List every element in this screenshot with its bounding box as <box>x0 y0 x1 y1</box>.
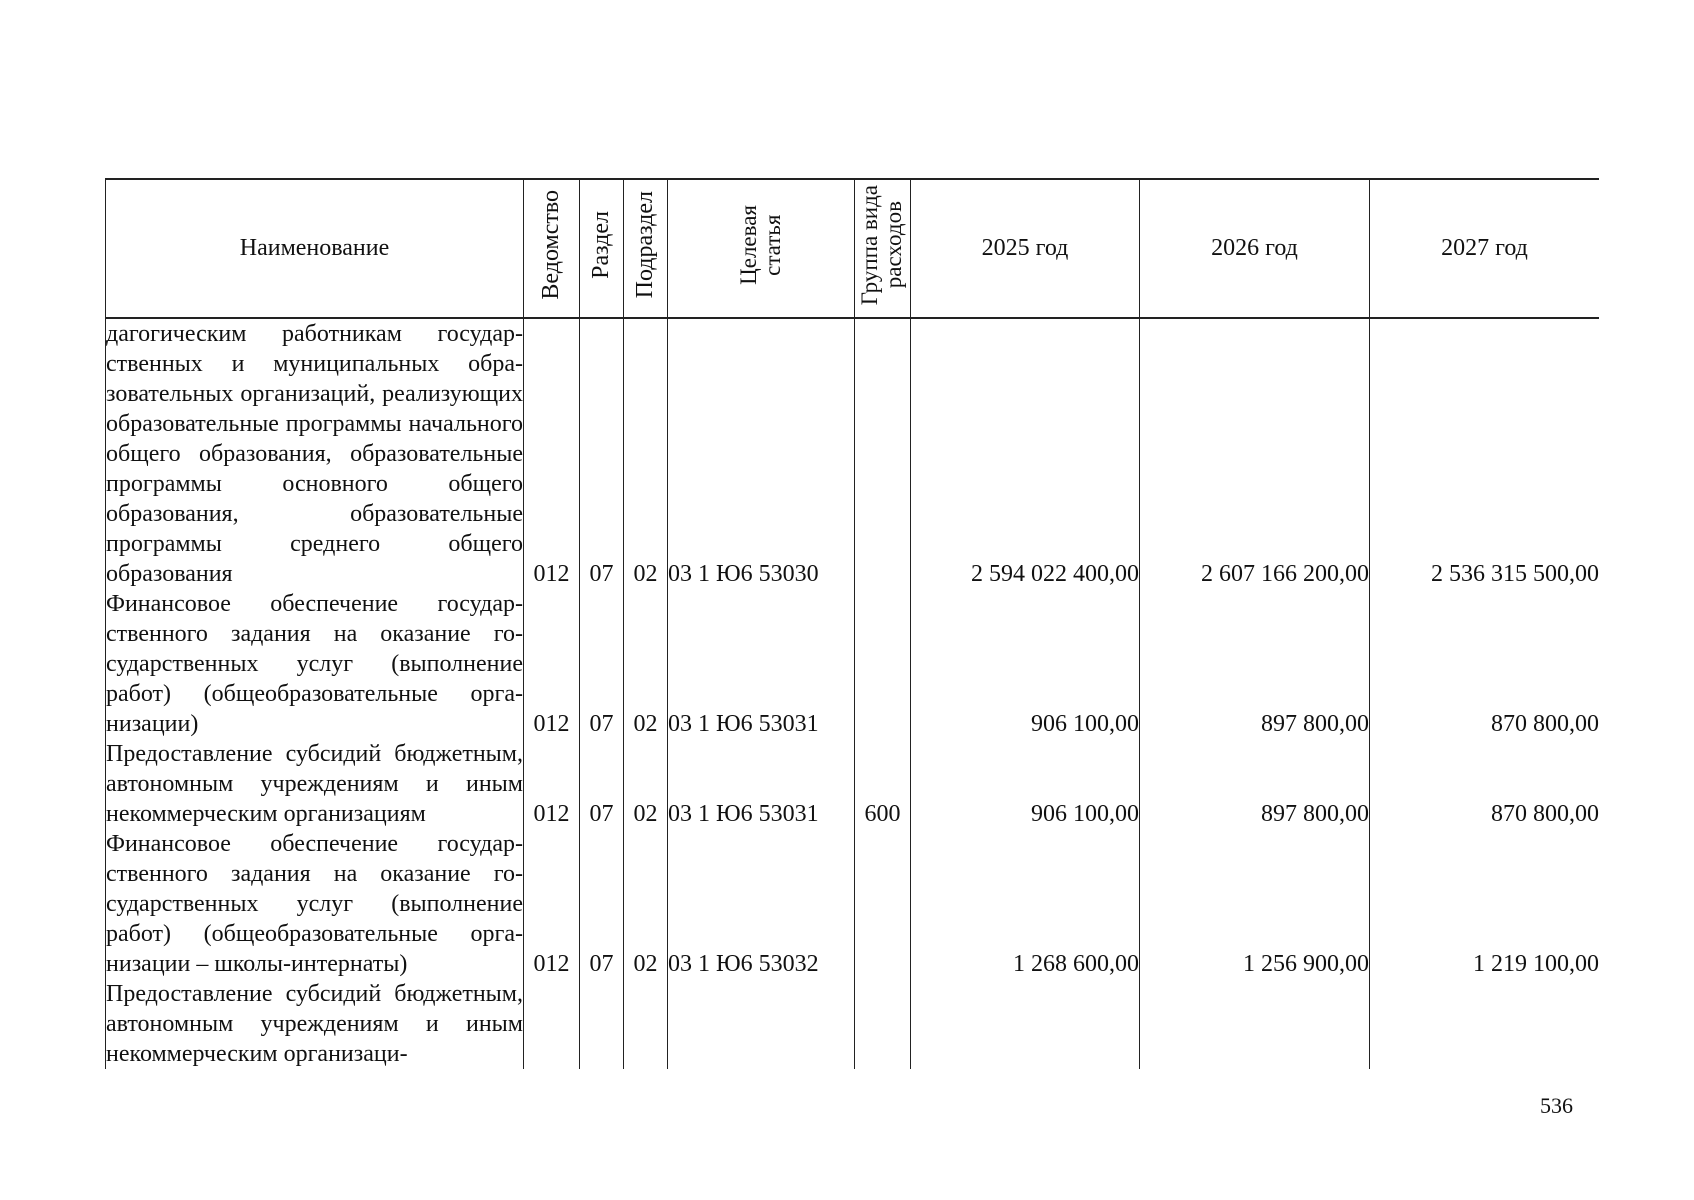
row-section: 07 <box>580 739 624 829</box>
header-target-item <box>668 179 855 318</box>
row-section <box>580 979 624 1069</box>
row-amount-2026: 897 800,00 <box>1140 739 1370 829</box>
row-amount-2027 <box>1370 979 1600 1069</box>
row-amount-2025: 2 594 022 400,00 <box>911 318 1140 589</box>
row-expense-group <box>855 829 911 979</box>
row-amount-2025: 1 268 600,00 <box>911 829 1140 979</box>
row-section: 07 <box>580 589 624 739</box>
header-subsection: Подраздел <box>624 179 668 318</box>
budget-table <box>105 178 1599 1069</box>
row-section: 07 <box>580 318 624 589</box>
row-name: Финансовое обеспечение государственного задания на оказание государственных услуг (выполнение работ) (общеобразовательные организации – школы-интернаты) <box>106 831 523 977</box>
row-amount-2026: 897 800,00 <box>1140 589 1370 739</box>
row-target-item: 03 1 Ю6 53031 <box>668 739 855 829</box>
page-number: 536 <box>1540 1093 1573 1118</box>
row-amount-2027: 2 536 315 500,00 <box>1370 318 1600 589</box>
row-expense-group: 600 <box>855 739 911 829</box>
header-year-2025: 2025 год <box>911 179 1140 318</box>
row-expense-group <box>855 589 911 739</box>
row-expense-group <box>855 979 911 1069</box>
row-target-item: 03 1 Ю6 53031 <box>668 589 855 739</box>
row-amount-2025: 906 100,00 <box>911 739 1140 829</box>
table-body <box>106 318 1600 1069</box>
row-subsection: 02 <box>624 829 668 979</box>
header-section: Раздел <box>580 179 624 318</box>
row-amount-2026: 1 256 900,00 <box>1140 829 1370 979</box>
row-amount-2026: 2 607 166 200,00 <box>1140 318 1370 589</box>
header-year-2026: 2026 год <box>1140 179 1370 318</box>
row-amount-2026 <box>1140 979 1370 1069</box>
row-name: дагогическим работникам государственных и муниципальных образовательных организаций, реализующих образовательные программы начального общего образования, образовательные программы основного общего образования, образовательные программы среднего общего образования <box>106 318 524 589</box>
row-department <box>524 979 580 1069</box>
row-subsection: 02 <box>624 589 668 739</box>
table-header <box>106 179 1600 318</box>
row-expense-group <box>855 318 911 589</box>
row-name: Предоставление субсидий бюджетным, автономным учреждениям и иным некоммерческим организаци- <box>106 981 523 1067</box>
row-amount-2027: 870 800,00 <box>1370 739 1600 829</box>
table-row <box>106 589 1600 739</box>
row-name: Предоставление субсидий бюджетным, автономным учреждениям и иным некоммерческим организациям <box>106 741 523 827</box>
header-row <box>106 179 1600 318</box>
row-amount-2027: 870 800,00 <box>1370 589 1600 739</box>
row-subsection: 02 <box>624 318 668 589</box>
row-target-item: 03 1 Ю6 53032 <box>668 829 855 979</box>
row-name: Финансовое обеспечение государственного задания на оказание государственных услуг (выполнение работ) (общеобразовательные организации) <box>106 591 523 737</box>
table-row <box>106 739 1600 829</box>
row-subsection <box>624 979 668 1069</box>
row-department: 012 <box>524 829 580 979</box>
row-amount-2025 <box>911 979 1140 1069</box>
header-target-item-text: Целевая статья <box>735 205 785 285</box>
row-department: 012 <box>524 739 580 829</box>
header-department: Ведомство <box>524 179 580 318</box>
row-amount-2025: 906 100,00 <box>911 589 1140 739</box>
table-row <box>106 318 1600 589</box>
table-row <box>106 979 1600 1069</box>
row-department: 012 <box>524 589 580 739</box>
row-target-item: 03 1 Ю6 53030 <box>668 318 855 589</box>
row-section: 07 <box>580 829 624 979</box>
row-subsection: 02 <box>624 739 668 829</box>
row-department: 012 <box>524 318 580 589</box>
budget-table-container <box>105 178 1599 1090</box>
header-expense-group <box>855 179 911 318</box>
row-target-item <box>668 979 855 1069</box>
header-expense-group-text: Группа вида расходов <box>857 184 907 306</box>
row-amount-2027: 1 219 100,00 <box>1370 829 1600 979</box>
table-row <box>106 829 1600 979</box>
header-name: Наименование <box>106 179 524 318</box>
header-year-2027: 2027 год <box>1370 179 1600 318</box>
